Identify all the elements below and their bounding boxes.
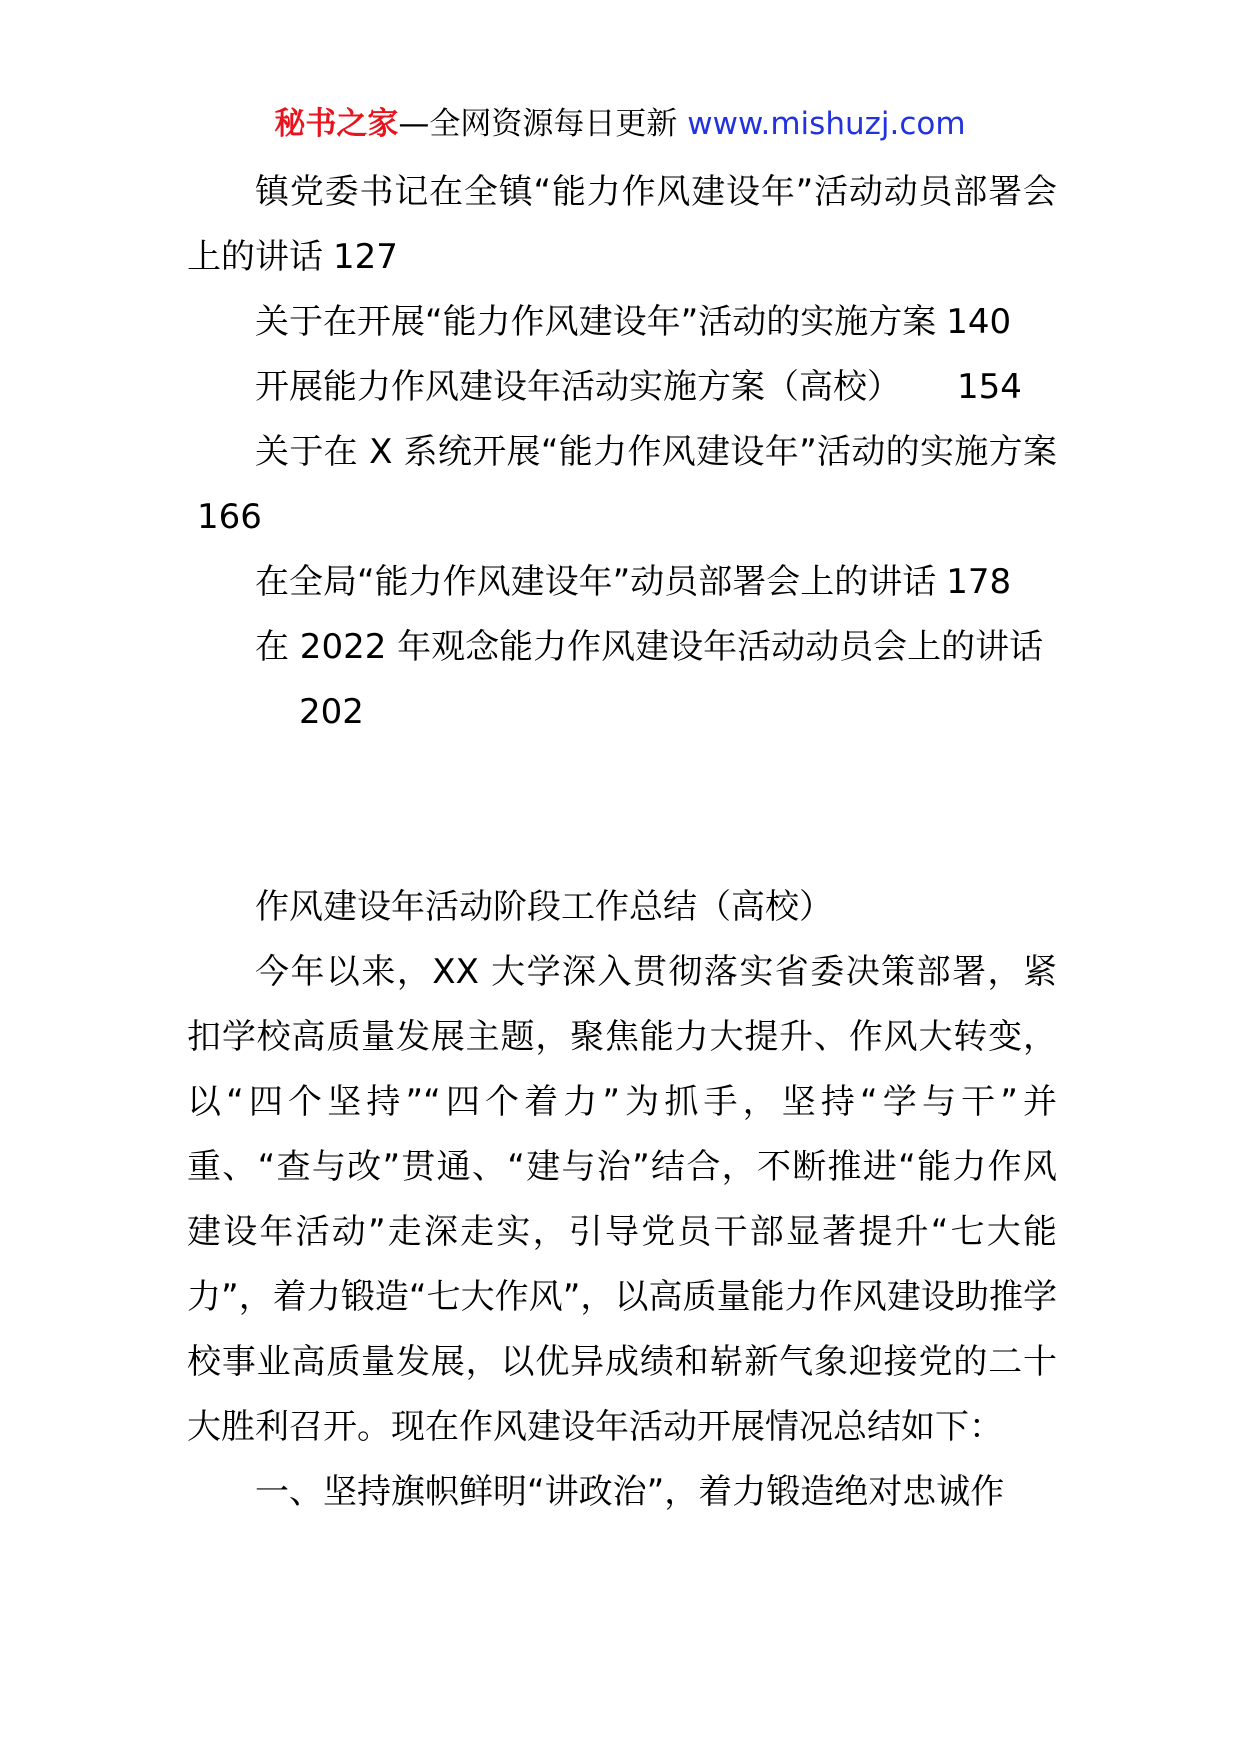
header-tagline: —全网资源每日更新 — [398, 106, 688, 142]
document-title: 作风建设年活动阶段工作总结（高校） — [255, 887, 833, 927]
toc-entry[interactable] — [187, 160, 1057, 290]
toc-entry[interactable] — [187, 355, 1057, 420]
toc-entry-title: 开展能力作风建设年活动实施方案（高校） — [255, 367, 901, 407]
toc-entry[interactable] — [187, 550, 1057, 615]
toc-entry[interactable] — [187, 420, 1057, 550]
toc-entry-title: 在全局“能力作风建设年”动员部署会上的讲话 — [255, 562, 937, 602]
toc-entry-page: 178 — [946, 562, 1012, 602]
section-spacer — [187, 745, 1057, 875]
toc-entry-page: 127 — [333, 237, 398, 277]
toc-entry-page: 154 — [957, 367, 1022, 407]
toc-entry[interactable] — [187, 290, 1057, 355]
document-body — [187, 160, 1057, 1525]
toc-entry-page: 166 — [197, 497, 262, 537]
toc-entry-title: 关于在开展“能力作风建设年”活动的实施方案 — [255, 302, 937, 342]
toc-entry-title: 镇党委书记在全镇“能力作风建设年”活动动员部署会上的讲话 — [187, 172, 1057, 277]
toc-entry[interactable] — [187, 615, 1057, 745]
website-link[interactable]: www.mishuzj.com — [687, 106, 966, 142]
body-paragraph: 今年以来，XX 大学深入贯彻落实省委决策部署，紧扣学校高质量发展主题，聚焦能力大提升、作风大转变，以“四个坚持”“四个着力”为抓手，坚持“学与干”并重、“查与改”贯通、“建与治”结合，不断推进“能力作风建设年活动”走深走实，引导党员干部显著提升“七大能力”，着力锻造“七大作风”，以高质量能力作风建设助推学校事业高质量发展，以优异成绩和崭新气象迎接党的二十大胜利召开。现在作风建设年活动开展情况总结如下： — [187, 952, 1057, 1447]
page-header — [0, 100, 1240, 148]
brand-name: 秘书之家 — [274, 106, 399, 142]
toc-entry-title: 关于在 X 系统开展“能力作风建设年”活动的实施方案 — [255, 432, 1057, 472]
toc-entry-title: 在 2022 年观念能力作风建设年活动动员会上的讲话 — [255, 627, 1044, 667]
section-heading: 一、坚持旗帜鲜明“讲政治”，着力锻造绝对忠诚作 — [255, 1472, 1005, 1512]
toc-entry-page: 202 — [299, 692, 364, 732]
toc-entry-page: 140 — [946, 302, 1012, 342]
